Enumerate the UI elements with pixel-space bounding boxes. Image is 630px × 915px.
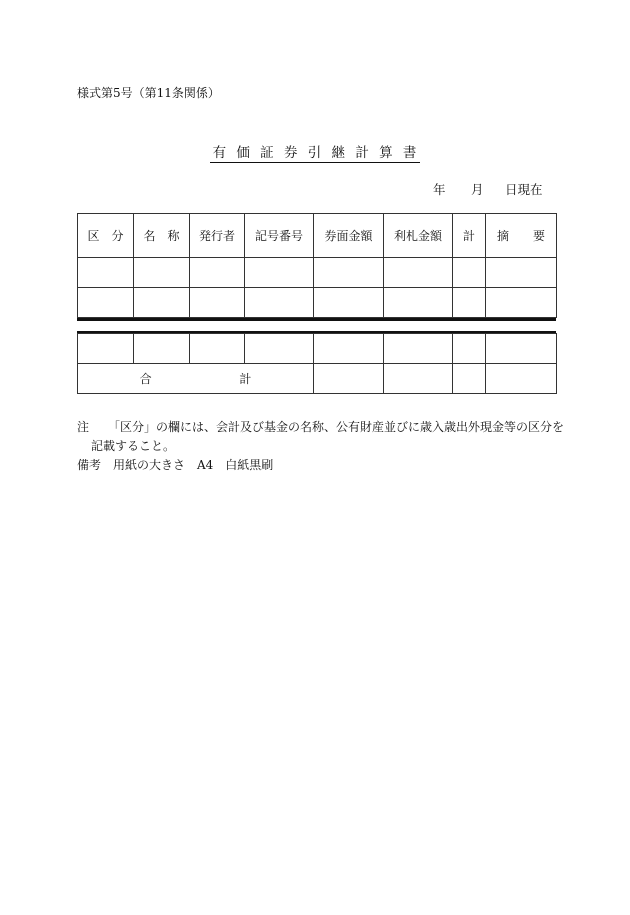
header-name: 名 称 <box>134 214 190 258</box>
securities-table <box>77 213 556 398</box>
table-row <box>78 334 557 364</box>
note-line-1 <box>77 418 564 435</box>
table-cell <box>314 258 384 288</box>
table-cell <box>245 258 314 288</box>
table-cell <box>134 288 190 318</box>
securities-table-upper <box>77 213 557 318</box>
header-category: 区 分 <box>78 214 134 258</box>
break-line-top <box>77 318 556 321</box>
table-cell <box>78 334 134 364</box>
note-prefix: 注 <box>77 420 90 434</box>
table-header-row <box>78 214 557 258</box>
total-label-left: 合 <box>139 372 152 386</box>
header-total: 計 <box>453 214 486 258</box>
table-cell <box>453 258 486 288</box>
table-cell <box>486 334 557 364</box>
table-cell <box>384 334 453 364</box>
note-text-2: 記載すること。 <box>91 439 176 453</box>
table-omission-break <box>77 318 556 333</box>
table-row <box>78 258 557 288</box>
date-year-label: 年 <box>433 182 446 197</box>
form-number: 様式第5号（第11条関係） <box>77 86 220 100</box>
document-title-text: 有 価 証 券 引 継 計 算 書 <box>210 145 421 163</box>
header-face-amount: 券面金額 <box>314 214 384 258</box>
securities-table-lower <box>77 333 557 394</box>
note-text-1: 「区分」の欄には、会計及び基金の名称、公有財産並びに歳入歳出外現金等の区分を <box>108 420 565 434</box>
table-cell <box>190 288 245 318</box>
break-line-bottom <box>77 331 556 334</box>
table-cell <box>453 288 486 318</box>
remarks-text: 備考 用紙の大きさ A4 白紙黒刷 <box>77 458 274 472</box>
total-face-amount-cell <box>314 364 384 394</box>
total-row <box>78 364 557 394</box>
total-remarks-cell <box>486 364 557 394</box>
table-cell <box>134 258 190 288</box>
table-cell <box>134 334 190 364</box>
date-day-label: 日現在 <box>505 182 543 197</box>
header-remarks: 摘 要 <box>486 214 557 258</box>
table-cell <box>384 288 453 318</box>
table-cell <box>314 288 384 318</box>
note-line-2 <box>91 437 175 454</box>
header-coupon-amount: 利札金額 <box>384 214 453 258</box>
header-issuer: 発行者 <box>190 214 245 258</box>
table-cell <box>486 288 557 318</box>
table-row <box>78 288 557 318</box>
total-label-cell <box>78 364 314 394</box>
table-cell <box>78 258 134 288</box>
remarks-line <box>77 456 273 473</box>
total-label-right: 計 <box>239 372 252 386</box>
table-cell <box>78 288 134 318</box>
table-cell <box>453 334 486 364</box>
date-line <box>0 180 630 196</box>
document-title <box>0 141 630 161</box>
total-coupon-amount-cell <box>384 364 453 394</box>
total-total-cell <box>453 364 486 394</box>
table-cell <box>245 334 314 364</box>
table-cell <box>190 258 245 288</box>
table-cell <box>486 258 557 288</box>
date-month-label: 月 <box>471 182 484 197</box>
table-cell <box>190 334 245 364</box>
table-cell <box>245 288 314 318</box>
header-serial-number: 記号番号 <box>245 214 314 258</box>
table-cell <box>314 334 384 364</box>
table-cell <box>384 258 453 288</box>
